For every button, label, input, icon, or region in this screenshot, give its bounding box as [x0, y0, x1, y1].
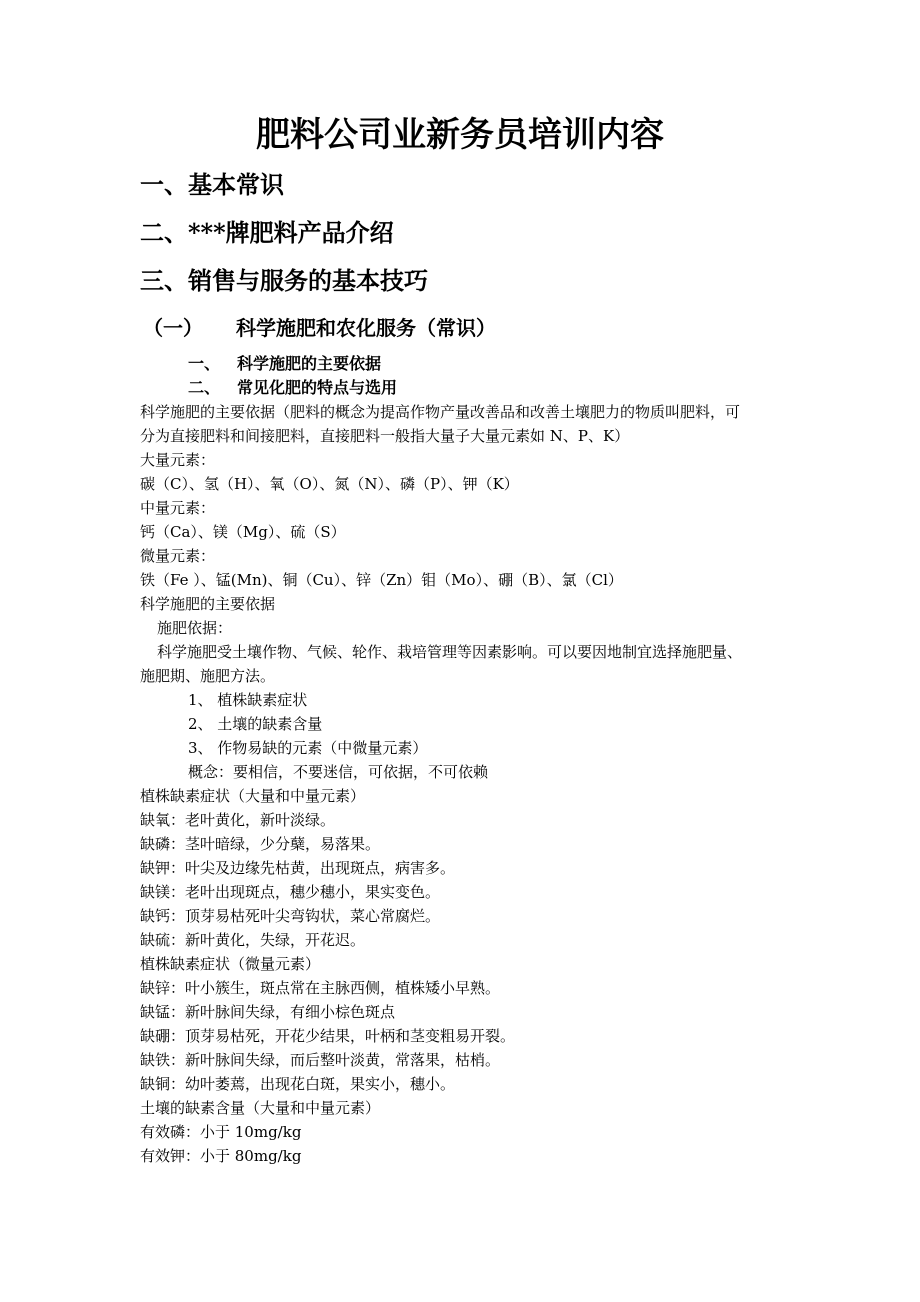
basis-item-1: 1、 植株缺素症状	[188, 691, 308, 709]
symptom-line: 缺氧：老叶黄化，新叶淡绿。	[140, 811, 336, 829]
document-title: 肥料公司业新务员培训内容	[256, 115, 664, 155]
symptom-line: 缺铁：新叶脉间失绿，而后整叶淡黄，常落果，枯梢。	[140, 1051, 501, 1069]
subsection-marker-2: 二、	[188, 378, 221, 397]
basis-label: 施肥依据：	[157, 619, 233, 637]
basis-item-2: 2、 土壤的缺素含量	[188, 715, 323, 733]
basis-item-3: 3、 作物易缺的元素（中微量元素）	[188, 739, 428, 757]
secondary-elements-list: 钙（Ca）、镁（Mg）、硫（S）	[140, 523, 346, 541]
basis-heading: 科学施肥的主要依据	[140, 595, 276, 613]
secondary-elements-label: 中量元素：	[140, 499, 216, 517]
subsection-title-1: 科学施肥的主要依据	[237, 354, 382, 373]
macro-elements-label: 大量元素：	[140, 451, 216, 469]
heading-product-intro: 二、***牌肥料产品介绍	[140, 218, 394, 247]
symptom-line: 缺锰：新叶脉间失绿，有细小棕色斑点	[140, 1003, 396, 1021]
intro-line-1: 科学施肥的主要依据（肥料的概念为提高作物产量改善品和改善土壤肥力的物质叫肥料，可	[140, 403, 741, 421]
intro-line-2: 分为直接肥料和间接肥料，直接肥料一般指大量子大量元素如 N、P、K）	[140, 427, 630, 445]
section-title: 科学施肥和农化服务（常识）	[236, 316, 496, 340]
subsection-marker-1: 一、	[188, 354, 221, 373]
symptom-line: 缺镁：老叶出现斑点，穗少穗小，果实变色。	[140, 883, 441, 901]
soil-line: 有效磷：小于 10mg/kg	[140, 1123, 302, 1141]
micro-elements-label: 微量元素：	[140, 547, 216, 565]
micro-elements-list: 铁（Fe ）、锰(Mn)、铜（Cu）、锌（Zn）钼（Mo）、硼（B）、氯（Cl）	[140, 571, 623, 589]
symptom-line: 缺硼：顶芽易枯死，开花少结果，叶柄和茎变粗易开裂。	[140, 1027, 516, 1045]
section-marker: （一）	[143, 316, 203, 340]
macro-elements-list: 碳（C）、氢（H）、氧（O）、氮（N）、磷（P）、钾（K）	[140, 475, 519, 493]
basis-paragraph-line-2: 施肥期、施肥方法。	[140, 667, 276, 685]
heading-basic-knowledge: 一、基本常识	[140, 170, 284, 199]
symptom-line: 缺锌：叶小簇生，斑点常在主脉西侧，植株矮小早熟。	[140, 979, 501, 997]
basis-concept: 概念：要相信，不要迷信，可依据，不可依赖	[188, 763, 489, 781]
basis-paragraph-line-1: 科学施肥受土壤作物、气候、轮作、栽培管理等因素影响。可以要因地制宜选择施肥量、	[157, 643, 743, 661]
symptom-line: 缺硫：新叶黄化，失绿，开花迟。	[140, 931, 366, 949]
symptoms-major-heading: 植株缺素症状（大量和中量元素）	[140, 787, 366, 805]
symptom-line: 缺钾：叶尖及边缘先枯黄，出现斑点，病害多。	[140, 859, 456, 877]
symptom-line: 缺铜：幼叶萎蔫，出现花白斑，果实小，穗小。	[140, 1075, 456, 1093]
soil-line: 有效钾：小于 80mg/kg	[140, 1147, 302, 1165]
subsection-title-2: 常见化肥的特点与选用	[237, 378, 398, 397]
soil-heading: 土壤的缺素含量（大量和中量元素）	[140, 1099, 381, 1117]
heading-sales-skills: 三、销售与服务的基本技巧	[140, 266, 428, 295]
symptoms-micro-heading: 植株缺素症状（微量元素）	[140, 955, 321, 973]
symptom-line: 缺钙：顶芽易枯死叶尖弯钩状，菜心常腐烂。	[140, 907, 441, 925]
symptom-line: 缺磷：茎叶暗绿，少分蘖，易落果。	[140, 835, 381, 853]
